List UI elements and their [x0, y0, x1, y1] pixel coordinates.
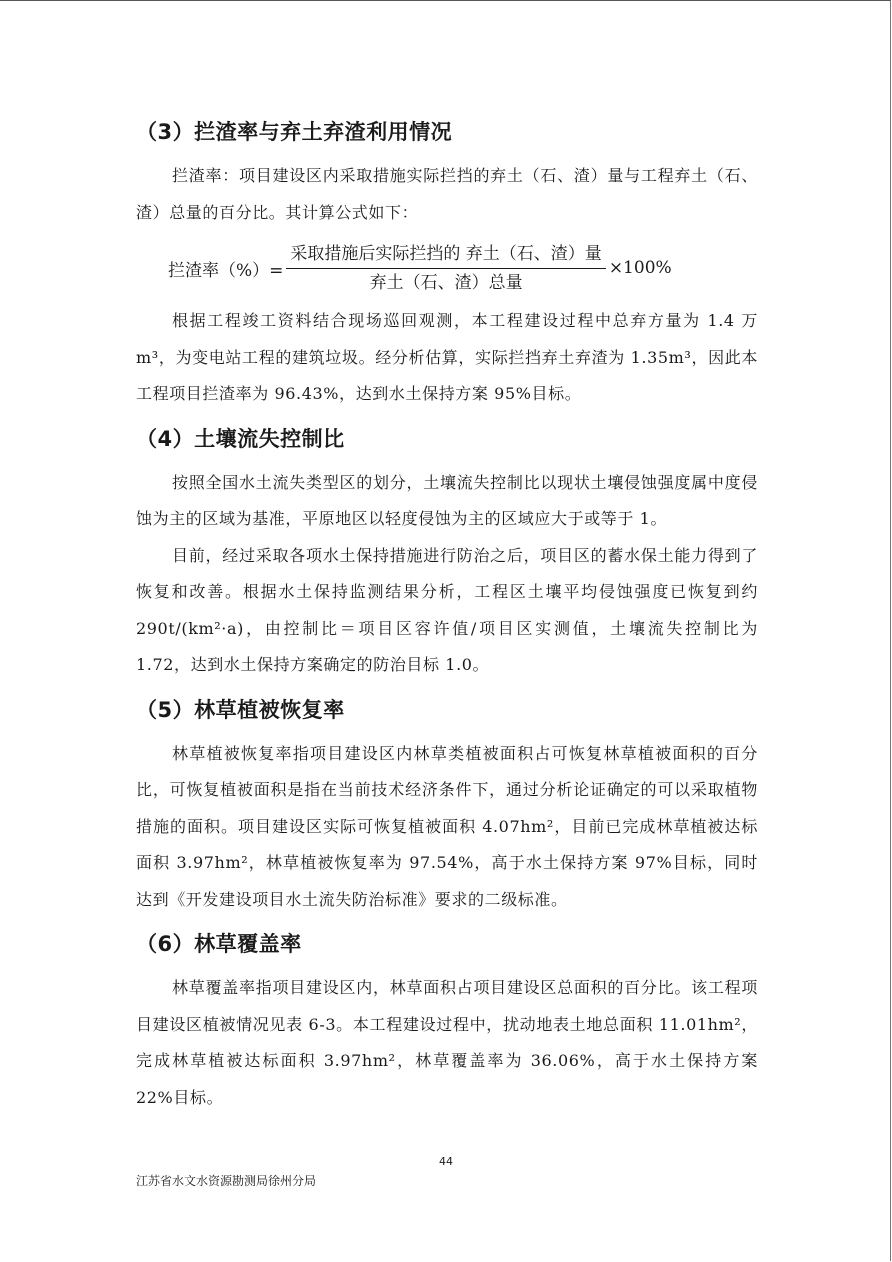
formula-numerator: 采取措施后实际拦挡的 弃土（石、渣）量 [286, 242, 605, 269]
paragraph-soil-loss-definition: 按照全国水土流失类型区的划分，土壤流失控制比以现状土壤侵蚀强度属中度侵蚀为主的区域为基准，平原地区以轻度侵蚀为主的区域应大于或等于 1。 [136, 472, 758, 528]
page-number: 44 [439, 1155, 453, 1168]
document-body [136, 112, 758, 1116]
paragraph-vegetation-coverage: 林草覆盖率指项目建设区内，林草面积占项目建设区总面积的百分比。该工程项目建设区植被情况见表 6-3。本工程建设过程中，扰动地表土地总面积 11.01hm²，完成林草植被达标面积 3.97hm²，林草覆盖率为 36.06%，高于水土保持方案 22%目标。 [136, 978, 758, 1107]
section-heading-vegetation-recovery: （5）林草植被恢复率 [136, 697, 345, 722]
formula-denominator: 弃土（石、渣）总量 [369, 272, 523, 293]
section-heading-vegetation-coverage: （6）林草覆盖率 [136, 932, 302, 956]
section-heading-soil-loss-ratio: （4）土壤流失控制比 [136, 426, 345, 451]
paragraph-soil-loss-result: 目前，经过采取各项水土保持措施进行防治之后，项目区的蓄水保土能力得到了恢复和改善。根据水土保持监测结果分析，工程区土壤平均侵蚀强度已恢复到约 290t/(km²·a)，由控制比＝项目区容许值/项目区实测值，土壤流失控制比为 1.72，达到水土保持方案确定的防治目标 1.0。 [136, 545, 758, 674]
paragraph-slag-rate-result: 根据工程竣工资料结合现场巡回观测，本工程建设过程中总弃方量为 1.4 万 m³，为变电站工程的建筑垃圾。经分析估算，实际拦挡弃土弃渣为 1.35m³，因此本工程项目拦渣率为 96.43%，达到水土保持方案 95%目标。 [136, 311, 758, 403]
section-heading-slag-rate: （3）拦渣率与弃土弃渣利用情况 [136, 120, 453, 144]
paragraph-slag-rate-definition: 拦渣率：项目建设区内采取措施实际拦挡的弃土（石、渣）量与工程弃土（石、渣）总量的百分比。其计算公式如下： [136, 166, 758, 222]
formula-lhs: 拦渣率（%）= [168, 260, 284, 281]
footer-organization: 江苏省水文水资源勘测局徐州分局 [136, 1174, 317, 1188]
paragraph-vegetation-recovery: 林草植被恢复率指项目建设区内林草类植被面积占可恢复林草植被面积的百分比，可恢复植被面积是指在当前技术经济条件下，通过分析论证确定的可以采取植物措施的面积。项目建设区实际可恢复植被面积 4.07hm²，目前已完成林草植被达标面积 3.97hm²，林草植被恢复率为 97.54%，高于水土保持方案 97%目标，同时达到《开发建设项目水土流失防治标准》要求的二级标准。 [136, 743, 758, 909]
slag-rate-formula [136, 239, 758, 297]
formula-fraction [286, 242, 605, 295]
formula-rhs: ×100% [608, 258, 672, 278]
